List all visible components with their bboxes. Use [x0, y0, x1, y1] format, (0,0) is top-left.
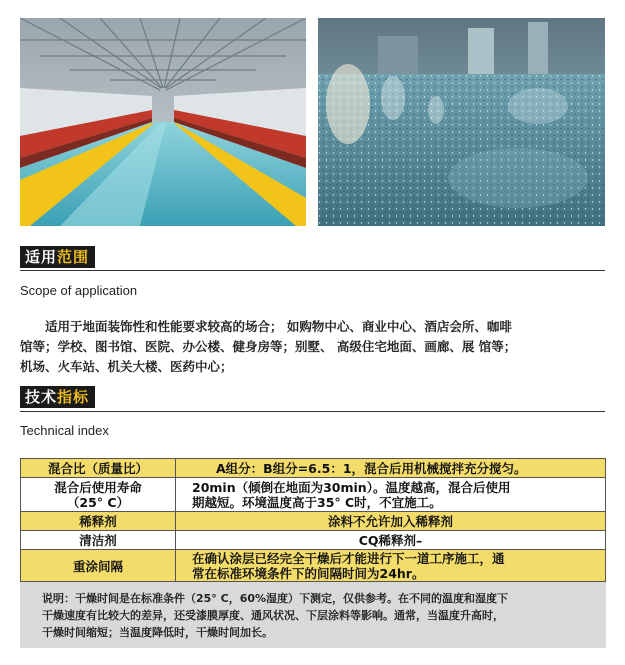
spec-value-line: 20min（倾倒在地面为30min）。温度越高，混合后使用: [192, 479, 511, 495]
spec-value-line: 常在标准环境条件下的间隔时间为24hr。: [192, 565, 425, 581]
application-paragraph: [20, 317, 606, 377]
note-line: 干燥时间缩短；当温度降低时，干燥时间加长。: [42, 626, 273, 639]
technical-heading: 技术指标: [20, 386, 95, 408]
application-subtitle: Scope of application: [20, 283, 138, 298]
table-row: [21, 550, 606, 582]
spec-key-line: （25° C）: [66, 494, 130, 510]
table-row: [21, 459, 606, 478]
spec-key: 重涂间隔: [21, 550, 176, 582]
technical-subtitle: Technical index: [20, 423, 109, 438]
spec-value: 涂料不允许加入稀释剂: [176, 512, 606, 531]
spec-value-line: 期越短。环境温度高于35° C时，不宜施工。: [192, 494, 442, 510]
spec-value: [176, 550, 606, 582]
spec-key: 清洁剂: [21, 531, 176, 550]
application-line: 机场、火车站、机关大楼、医药中心；: [20, 359, 233, 374]
table-row: [21, 512, 606, 531]
spec-key: 混合比（质量比）: [21, 459, 176, 478]
spec-key-line: 混合后使用寿命: [54, 479, 142, 495]
spec-key: 稀释剂: [21, 512, 176, 531]
spec-value-line: 在确认涂层已经完全干燥后才能进行下一道工序施工，通: [192, 550, 505, 566]
table-row: [21, 531, 606, 550]
spec-value: CQ稀释剂–: [176, 531, 606, 550]
spec-key: [21, 478, 176, 512]
drying-time-note: [20, 582, 606, 648]
spec-value: [176, 478, 606, 512]
section-divider: [20, 411, 605, 412]
glossy-floor-photo: [318, 18, 605, 226]
application-heading: 适用范围: [20, 246, 95, 268]
factory-floor-photo: [20, 18, 306, 226]
table-row: [21, 478, 606, 512]
application-line: 馆等；学校、图书馆、医院、办公楼、健身房等；别墅、 高级住宅地面、画廊、展 馆等；: [20, 339, 517, 354]
section-divider: [20, 270, 605, 271]
spec-value: A组分：B组分=6.5：1，混合后用机械搅拌充分搅匀。: [176, 459, 606, 478]
note-line: 说明：干燥时间是在标准条件（25° C，60%湿度）下测定，仅供参考。在不同的温度和湿度下: [42, 592, 509, 605]
application-line: 适用于地面装饰性和性能要求较高的场合； 如购物中心、商业中心、酒店会所、咖啡: [20, 319, 512, 334]
technical-spec-table: [20, 458, 606, 582]
note-line: 干燥速度有比较大的差异，还受漆膜厚度、通风状况、下层涂料等影响。通常，当温度升高时，: [42, 609, 504, 622]
